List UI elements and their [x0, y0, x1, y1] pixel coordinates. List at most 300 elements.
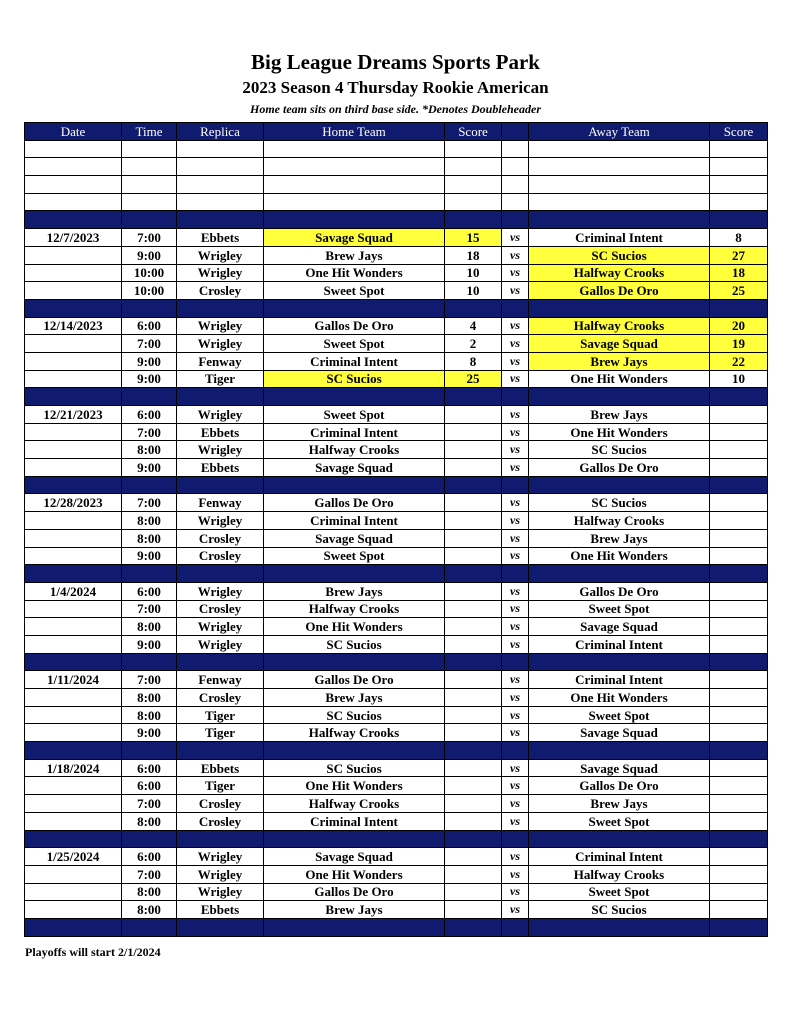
game-date	[25, 547, 122, 565]
home-team: Sweet Spot	[264, 406, 445, 424]
game-replica: Ebbets	[177, 229, 264, 247]
vs-label: vs	[502, 264, 529, 282]
game-date: 12/21/2023	[25, 406, 122, 424]
game-row	[25, 901, 768, 919]
vs-label: vs	[502, 618, 529, 636]
game-row	[25, 512, 768, 530]
home-score: 4	[445, 317, 502, 335]
home-score: 18	[445, 246, 502, 264]
separator-cell	[25, 565, 122, 583]
away-team: Sweet Spot	[529, 706, 710, 724]
empty-cell	[122, 193, 177, 211]
separator-cell	[122, 918, 177, 936]
separator-cell	[177, 653, 264, 671]
away-team: One Hit Wonders	[529, 423, 710, 441]
game-replica: Wrigley	[177, 512, 264, 530]
separator-cell	[177, 211, 264, 229]
game-replica: Crosley	[177, 812, 264, 830]
game-replica: Fenway	[177, 671, 264, 689]
empty-cell	[529, 176, 710, 194]
game-date	[25, 352, 122, 370]
game-row	[25, 370, 768, 388]
home-score	[445, 529, 502, 547]
home-team: One Hit Wonders	[264, 865, 445, 883]
game-date	[25, 812, 122, 830]
home-team: Criminal Intent	[264, 352, 445, 370]
game-date	[25, 689, 122, 707]
away-score	[710, 494, 768, 512]
away-score	[710, 671, 768, 689]
game-replica: Wrigley	[177, 582, 264, 600]
away-score	[710, 618, 768, 636]
empty-cell	[529, 140, 710, 158]
home-team: Gallos De Oro	[264, 494, 445, 512]
separator-cell	[502, 918, 529, 936]
home-team: Savage Squad	[264, 459, 445, 477]
home-score	[445, 812, 502, 830]
away-team: Brew Jays	[529, 352, 710, 370]
game-replica: Crosley	[177, 689, 264, 707]
page-title: Big League Dreams Sports Park	[251, 50, 540, 74]
separator-cell	[502, 388, 529, 406]
game-row	[25, 635, 768, 653]
vs-label: vs	[502, 512, 529, 530]
game-date: 1/18/2024	[25, 759, 122, 777]
game-replica: Crosley	[177, 529, 264, 547]
home-team: Criminal Intent	[264, 812, 445, 830]
away-team: Criminal Intent	[529, 671, 710, 689]
game-date: 1/25/2024	[25, 848, 122, 866]
away-team: Gallos De Oro	[529, 459, 710, 477]
game-row	[25, 459, 768, 477]
game-time: 8:00	[122, 529, 177, 547]
game-row	[25, 582, 768, 600]
separator-cell	[177, 742, 264, 760]
vs-label: vs	[502, 865, 529, 883]
game-date	[25, 264, 122, 282]
away-score	[710, 529, 768, 547]
game-time: 7:00	[122, 600, 177, 618]
game-row	[25, 335, 768, 353]
game-row	[25, 759, 768, 777]
home-team: Gallos De Oro	[264, 883, 445, 901]
home-team: Halfway Crooks	[264, 441, 445, 459]
week-separator-row	[25, 653, 768, 671]
separator-cell	[264, 742, 445, 760]
vs-label: vs	[502, 406, 529, 424]
empty-cell	[264, 176, 445, 194]
week-separator-row	[25, 565, 768, 583]
separator-cell	[25, 830, 122, 848]
game-replica: Wrigley	[177, 246, 264, 264]
away-team: Gallos De Oro	[529, 777, 710, 795]
home-team: Savage Squad	[264, 529, 445, 547]
game-replica: Crosley	[177, 282, 264, 300]
home-team: Brew Jays	[264, 901, 445, 919]
game-replica: Ebbets	[177, 459, 264, 477]
game-time: 9:00	[122, 459, 177, 477]
empty-cell	[445, 140, 502, 158]
home-score	[445, 635, 502, 653]
away-team: Halfway Crooks	[529, 264, 710, 282]
game-date: 12/28/2023	[25, 494, 122, 512]
game-replica: Ebbets	[177, 423, 264, 441]
vs-label: vs	[502, 494, 529, 512]
separator-cell	[177, 565, 264, 583]
home-score	[445, 494, 502, 512]
empty-cell	[710, 193, 768, 211]
separator-cell	[529, 299, 710, 317]
game-time: 8:00	[122, 512, 177, 530]
game-time: 6:00	[122, 317, 177, 335]
away-score: 18	[710, 264, 768, 282]
page-subtitle: 2023 Season 4 Thursday Rookie American	[242, 78, 549, 97]
col-header-vs	[502, 123, 529, 141]
home-team: SC Sucios	[264, 706, 445, 724]
playoffs-note: Playoffs will start 2/1/2024	[25, 945, 161, 959]
game-row	[25, 865, 768, 883]
away-score	[710, 582, 768, 600]
game-row	[25, 441, 768, 459]
home-score	[445, 689, 502, 707]
game-date	[25, 795, 122, 813]
empty-cell	[502, 140, 529, 158]
game-time: 7:00	[122, 423, 177, 441]
game-date: 12/14/2023	[25, 317, 122, 335]
game-time: 9:00	[122, 246, 177, 264]
home-score	[445, 459, 502, 477]
game-time: 8:00	[122, 618, 177, 636]
away-team: Gallos De Oro	[529, 282, 710, 300]
empty-cell	[264, 193, 445, 211]
home-team: Criminal Intent	[264, 423, 445, 441]
separator-cell	[502, 653, 529, 671]
game-time: 8:00	[122, 689, 177, 707]
game-date	[25, 423, 122, 441]
home-score	[445, 865, 502, 883]
home-team: Halfway Crooks	[264, 795, 445, 813]
empty-cell	[264, 158, 445, 176]
separator-cell	[445, 918, 502, 936]
col-header-away-score: Score	[710, 123, 768, 141]
game-row	[25, 317, 768, 335]
game-date	[25, 600, 122, 618]
separator-cell	[502, 299, 529, 317]
home-score: 15	[445, 229, 502, 247]
separator-cell	[710, 742, 768, 760]
separator-cell	[122, 565, 177, 583]
home-score	[445, 547, 502, 565]
game-row	[25, 282, 768, 300]
game-time: 7:00	[122, 865, 177, 883]
game-replica: Wrigley	[177, 335, 264, 353]
game-time: 8:00	[122, 883, 177, 901]
game-row	[25, 689, 768, 707]
empty-cell	[25, 140, 122, 158]
separator-cell	[25, 653, 122, 671]
separator-cell	[122, 211, 177, 229]
vs-label: vs	[502, 777, 529, 795]
separator-cell	[25, 476, 122, 494]
away-team: Gallos De Oro	[529, 582, 710, 600]
game-replica: Tiger	[177, 370, 264, 388]
game-time: 6:00	[122, 406, 177, 424]
away-score	[710, 795, 768, 813]
vs-label: vs	[502, 370, 529, 388]
home-team: Halfway Crooks	[264, 600, 445, 618]
game-replica: Fenway	[177, 352, 264, 370]
home-score	[445, 582, 502, 600]
game-replica: Fenway	[177, 494, 264, 512]
home-team: One Hit Wonders	[264, 777, 445, 795]
separator-cell	[529, 388, 710, 406]
home-score	[445, 618, 502, 636]
separator-cell	[445, 565, 502, 583]
away-team: Halfway Crooks	[529, 865, 710, 883]
away-score	[710, 777, 768, 795]
game-date	[25, 724, 122, 742]
game-time: 8:00	[122, 706, 177, 724]
separator-cell	[122, 653, 177, 671]
vs-label: vs	[502, 229, 529, 247]
home-score	[445, 901, 502, 919]
game-row	[25, 547, 768, 565]
game-time: 9:00	[122, 352, 177, 370]
away-team: One Hit Wonders	[529, 689, 710, 707]
blank-row	[25, 158, 768, 176]
game-row	[25, 777, 768, 795]
away-team: Halfway Crooks	[529, 512, 710, 530]
away-score	[710, 406, 768, 424]
vs-label: vs	[502, 282, 529, 300]
game-date	[25, 335, 122, 353]
separator-cell	[502, 211, 529, 229]
game-replica: Tiger	[177, 777, 264, 795]
separator-cell	[264, 565, 445, 583]
separator-cell	[264, 918, 445, 936]
home-team: One Hit Wonders	[264, 618, 445, 636]
game-time: 10:00	[122, 282, 177, 300]
week-separator-row	[25, 918, 768, 936]
away-score: 20	[710, 317, 768, 335]
home-score	[445, 512, 502, 530]
separator-cell	[177, 830, 264, 848]
separator-cell	[710, 830, 768, 848]
game-time: 8:00	[122, 441, 177, 459]
game-replica: Crosley	[177, 600, 264, 618]
home-team: Sweet Spot	[264, 282, 445, 300]
away-team: SC Sucios	[529, 901, 710, 919]
vs-label: vs	[502, 547, 529, 565]
separator-cell	[445, 299, 502, 317]
game-date: 12/7/2023	[25, 229, 122, 247]
away-team: Savage Squad	[529, 618, 710, 636]
separator-cell	[264, 211, 445, 229]
away-score: 25	[710, 282, 768, 300]
separator-cell	[710, 211, 768, 229]
game-row	[25, 229, 768, 247]
away-score: 8	[710, 229, 768, 247]
game-time: 7:00	[122, 494, 177, 512]
empty-cell	[529, 158, 710, 176]
game-date	[25, 282, 122, 300]
separator-cell	[177, 476, 264, 494]
game-date: 1/4/2024	[25, 582, 122, 600]
vs-label: vs	[502, 441, 529, 459]
empty-cell	[122, 176, 177, 194]
game-date	[25, 441, 122, 459]
away-score	[710, 865, 768, 883]
game-time: 6:00	[122, 848, 177, 866]
game-date	[25, 901, 122, 919]
home-team: Sweet Spot	[264, 335, 445, 353]
vs-label: vs	[502, 759, 529, 777]
home-score	[445, 706, 502, 724]
vs-label: vs	[502, 317, 529, 335]
col-header-replica: Replica	[177, 123, 264, 141]
separator-cell	[25, 388, 122, 406]
home-team: Brew Jays	[264, 689, 445, 707]
game-time: 9:00	[122, 724, 177, 742]
blank-row	[25, 140, 768, 158]
away-team: Sweet Spot	[529, 600, 710, 618]
away-score	[710, 759, 768, 777]
home-team: Gallos De Oro	[264, 671, 445, 689]
separator-cell	[502, 565, 529, 583]
empty-cell	[502, 176, 529, 194]
empty-cell	[445, 158, 502, 176]
table-header-row	[25, 123, 768, 141]
away-team: One Hit Wonders	[529, 547, 710, 565]
vs-label: vs	[502, 901, 529, 919]
away-team: Halfway Crooks	[529, 317, 710, 335]
game-replica: Ebbets	[177, 759, 264, 777]
home-score	[445, 671, 502, 689]
game-row	[25, 423, 768, 441]
away-score	[710, 706, 768, 724]
away-score: 27	[710, 246, 768, 264]
empty-cell	[25, 158, 122, 176]
home-team: Gallos De Oro	[264, 317, 445, 335]
vs-label: vs	[502, 848, 529, 866]
home-score: 2	[445, 335, 502, 353]
game-time: 8:00	[122, 901, 177, 919]
schedule-body	[25, 140, 768, 936]
away-team: Savage Squad	[529, 335, 710, 353]
separator-cell	[502, 476, 529, 494]
away-team: Criminal Intent	[529, 229, 710, 247]
game-time: 7:00	[122, 229, 177, 247]
vs-label: vs	[502, 459, 529, 477]
vs-label: vs	[502, 671, 529, 689]
separator-cell	[122, 830, 177, 848]
home-score	[445, 423, 502, 441]
away-team: Savage Squad	[529, 759, 710, 777]
blank-row	[25, 193, 768, 211]
game-date	[25, 706, 122, 724]
game-row	[25, 724, 768, 742]
separator-cell	[445, 476, 502, 494]
vs-label: vs	[502, 352, 529, 370]
separator-cell	[25, 211, 122, 229]
game-row	[25, 812, 768, 830]
separator-cell	[25, 299, 122, 317]
week-separator-row	[25, 830, 768, 848]
away-team: Criminal Intent	[529, 848, 710, 866]
game-replica: Tiger	[177, 724, 264, 742]
away-team: Brew Jays	[529, 529, 710, 547]
vs-label: vs	[502, 689, 529, 707]
empty-cell	[445, 193, 502, 211]
game-time: 9:00	[122, 635, 177, 653]
home-score	[445, 600, 502, 618]
away-score	[710, 689, 768, 707]
col-header-home-team: Home Team	[264, 123, 445, 141]
away-score	[710, 724, 768, 742]
home-score: 10	[445, 282, 502, 300]
game-time: 7:00	[122, 335, 177, 353]
week-separator-row	[25, 211, 768, 229]
vs-label: vs	[502, 724, 529, 742]
home-score	[445, 848, 502, 866]
game-row	[25, 795, 768, 813]
game-date	[25, 618, 122, 636]
away-score: 19	[710, 335, 768, 353]
game-replica: Wrigley	[177, 883, 264, 901]
home-team: Savage Squad	[264, 848, 445, 866]
away-team: Criminal Intent	[529, 635, 710, 653]
away-score	[710, 848, 768, 866]
game-row	[25, 246, 768, 264]
separator-cell	[529, 742, 710, 760]
away-team: Brew Jays	[529, 795, 710, 813]
separator-cell	[122, 742, 177, 760]
home-score: 25	[445, 370, 502, 388]
empty-cell	[502, 158, 529, 176]
separator-cell	[710, 476, 768, 494]
away-score: 10	[710, 370, 768, 388]
game-row	[25, 352, 768, 370]
game-date	[25, 529, 122, 547]
blank-row	[25, 176, 768, 194]
home-score	[445, 777, 502, 795]
game-replica: Wrigley	[177, 618, 264, 636]
separator-cell	[710, 565, 768, 583]
away-score	[710, 600, 768, 618]
empty-cell	[177, 193, 264, 211]
schedule-note: Home team sits on third base side. *Denotes Doubleheader	[250, 102, 541, 116]
vs-label: vs	[502, 812, 529, 830]
empty-cell	[25, 176, 122, 194]
separator-cell	[122, 299, 177, 317]
home-team: Brew Jays	[264, 246, 445, 264]
col-header-time: Time	[122, 123, 177, 141]
game-date	[25, 777, 122, 795]
separator-cell	[122, 388, 177, 406]
separator-cell	[264, 388, 445, 406]
game-time: 7:00	[122, 671, 177, 689]
home-score	[445, 406, 502, 424]
game-time: 9:00	[122, 547, 177, 565]
away-score	[710, 883, 768, 901]
empty-cell	[710, 140, 768, 158]
game-time: 6:00	[122, 777, 177, 795]
away-team: Sweet Spot	[529, 812, 710, 830]
game-row	[25, 529, 768, 547]
separator-cell	[529, 918, 710, 936]
home-team: Criminal Intent	[264, 512, 445, 530]
game-row	[25, 706, 768, 724]
